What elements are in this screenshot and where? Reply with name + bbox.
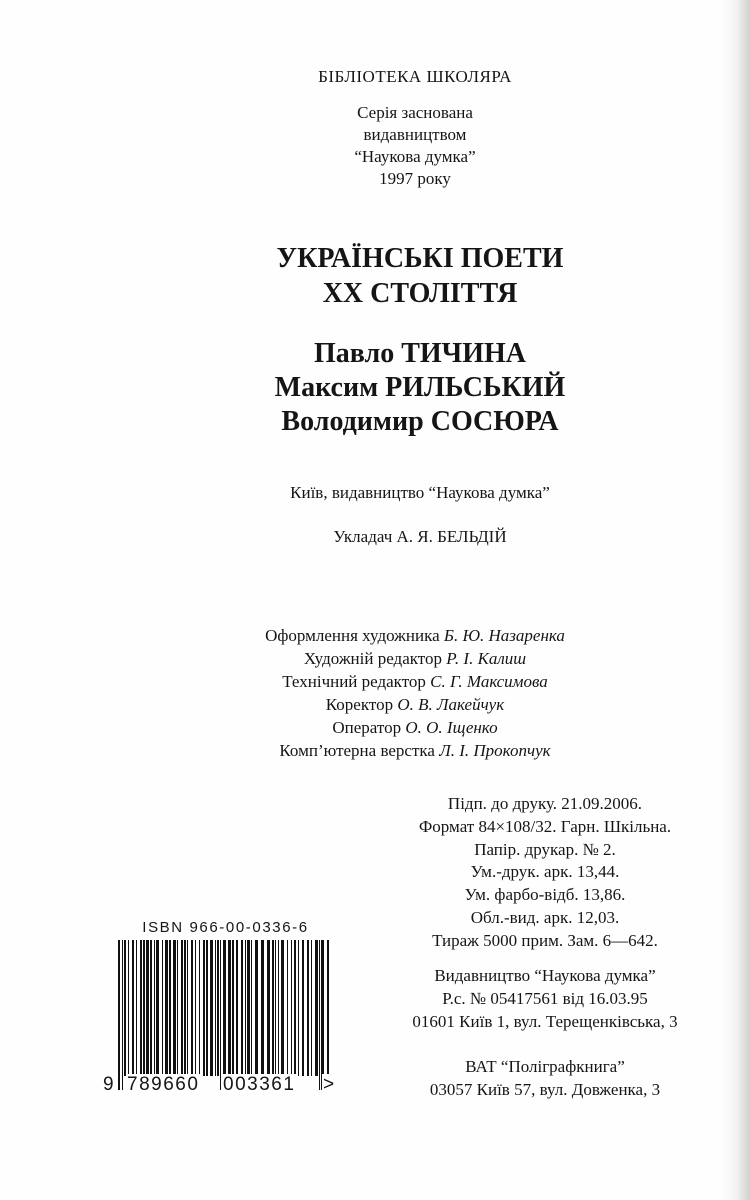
printer-info — [340, 1055, 750, 1101]
spec-line: Ум. фарбо-відб. 13,86. — [464, 885, 626, 905]
series-line-2: видавництвом — [363, 125, 467, 144]
barcode-bar — [319, 940, 320, 1090]
credit-role: Художній редактор — [303, 649, 442, 668]
barcode-bar — [241, 940, 243, 1076]
barcode-bar — [195, 940, 196, 1076]
barcode-bar — [156, 940, 159, 1076]
barcode-bar — [302, 940, 304, 1076]
barcode-bar — [281, 940, 284, 1076]
author-first-name: Максим — [274, 372, 379, 403]
title-line-2: XX СТОЛІТТЯ — [322, 278, 518, 309]
barcode-bar — [294, 940, 296, 1076]
barcode-bar — [118, 940, 120, 1090]
credit-name: О. О. Іщенко — [405, 718, 498, 737]
barcode-bar — [298, 940, 299, 1076]
author-last-name: СОСЮРА — [430, 406, 559, 437]
book-title — [180, 241, 660, 311]
barcode-bar — [150, 940, 152, 1076]
credit-role: Коректор — [325, 695, 394, 714]
barcode-bars — [114, 940, 334, 1095]
barcode-bar — [311, 940, 312, 1076]
barcode-bar — [278, 940, 279, 1076]
barcode-bar — [146, 940, 149, 1076]
printer-line: ВАТ “Поліграфкнига” — [465, 1057, 625, 1076]
barcode-bar — [220, 940, 221, 1090]
author-1 — [180, 337, 660, 371]
imprint-line: Київ, видавництво “Наукова думка” — [290, 483, 550, 502]
barcode-bar — [236, 940, 238, 1076]
spec-line: Підп. до друку. 21.09.2006. — [447, 794, 643, 813]
barcode-bar — [187, 940, 188, 1076]
barcode-bar — [215, 940, 216, 1076]
barcode-bar — [247, 940, 250, 1076]
barcode-bar — [251, 940, 252, 1076]
printer-line: 03057 Київ 57, вул. Довженка, 3 — [429, 1080, 661, 1099]
barcode-bar — [206, 940, 208, 1076]
barcode-bar — [267, 940, 270, 1076]
barcode-bar — [223, 940, 226, 1090]
barcode-digits — [100, 1074, 335, 1098]
barcode-bar — [173, 940, 176, 1076]
barcode-bar — [177, 940, 178, 1076]
credit-row — [150, 624, 680, 647]
barcode-bar — [245, 940, 246, 1076]
credit-name: Р. І. Калиш — [446, 649, 527, 668]
barcode-end-mark: > — [323, 1074, 335, 1095]
barcode-bar — [162, 940, 163, 1076]
barcode-bar — [143, 940, 145, 1076]
credit-role: Оператор — [332, 718, 402, 737]
barcode — [114, 940, 334, 1095]
barcode-bar — [255, 940, 258, 1076]
credit-row — [150, 670, 680, 693]
barcode-bar — [124, 940, 126, 1076]
author-last-name: РИЛЬСЬКИЙ — [385, 372, 566, 403]
barcode-bar — [203, 940, 205, 1076]
credit-name: С. Г. Максимова — [430, 672, 548, 691]
barcode-bar — [140, 940, 142, 1076]
barcode-bar — [210, 940, 213, 1076]
publisher-line: 01601 Київ 1, вул. Терещенківська, 3 — [412, 1012, 678, 1031]
author-last-name: ТИЧИНА — [401, 338, 527, 369]
credit-row — [150, 693, 680, 716]
barcode-digits-left: 789660 — [127, 1074, 200, 1095]
publisher-line: Видавництво “Наукова думка” — [434, 966, 656, 985]
credit-name: О. В. Лакейчук — [397, 695, 505, 714]
barcode-bar — [181, 940, 183, 1076]
compiler-line: Укладач А. Я. БЕЛЬДІЙ — [333, 527, 507, 546]
series-line-1: Серія заснована — [357, 103, 473, 122]
series-line-4: 1997 року — [379, 169, 451, 188]
barcode-bar — [287, 940, 288, 1076]
credits — [150, 624, 680, 762]
series-line-3: “Наукова думка” — [354, 147, 476, 166]
credit-row — [150, 716, 680, 739]
barcode-bar — [154, 940, 155, 1076]
barcode-bar — [232, 940, 234, 1076]
barcode-bar — [184, 940, 186, 1076]
barcode-bar — [132, 940, 134, 1076]
spec-line: Ум.-друк. арк. 13,44. — [470, 862, 620, 882]
credit-role: Технічний редактор — [282, 672, 426, 691]
barcode-bar — [275, 940, 276, 1076]
barcode-bar — [307, 940, 309, 1076]
spec-line: Формат 84×108/32. Гарн. Шкільна. — [418, 816, 672, 836]
barcode-bar — [272, 940, 274, 1076]
author-3 — [180, 405, 660, 439]
spec-line: Тираж 5000 прим. Зам. 6—642. — [432, 930, 658, 950]
spec-line: Папір. друкар. № 2. — [474, 839, 616, 859]
author-2 — [180, 371, 660, 405]
barcode-digit-first: 9 — [103, 1074, 114, 1095]
credit-role: Комп’ютерна верстка — [279, 741, 435, 760]
barcode-bar — [128, 940, 129, 1076]
barcode-bar — [136, 940, 137, 1076]
credit-role: Оформлення художника — [265, 626, 440, 645]
barcode-bar — [122, 940, 123, 1090]
barcode-bar — [199, 940, 200, 1076]
series-info — [250, 66, 580, 190]
barcode-bar — [261, 940, 264, 1076]
page-edge-shadow — [722, 0, 750, 1200]
credit-row — [150, 647, 680, 670]
authors-list — [180, 337, 660, 439]
barcode-bar — [291, 940, 292, 1076]
barcode-bar — [191, 940, 193, 1076]
credit-name: Б. Ю. Назаренка — [443, 626, 565, 645]
barcode-bar — [315, 940, 318, 1076]
barcode-bar — [228, 940, 231, 1076]
barcode-bar — [321, 940, 324, 1090]
print-specs — [340, 793, 750, 953]
credit-row — [150, 739, 680, 762]
spec-line: Обл.-вид. арк. 12,03. — [470, 907, 620, 927]
barcode-bar — [217, 940, 219, 1076]
isbn-label: ISBN 966-00-0336-6 — [142, 919, 309, 936]
barcode-bar — [327, 940, 329, 1090]
publisher-info — [340, 964, 750, 1033]
barcode-bar — [165, 940, 168, 1076]
barcode-bar — [169, 940, 171, 1076]
barcode-digits-right: 003361 — [223, 1074, 296, 1095]
library-name: БІБЛІОТЕКА ШКОЛЯРА — [318, 67, 512, 86]
credit-name: Л. І. Прокопчук — [439, 741, 551, 760]
author-first-name: Павло — [313, 338, 395, 369]
publisher-line: Р.с. № 05417561 від 16.03.95 — [442, 989, 648, 1008]
title-line-1: УКРАЇНСЬКІ ПОЕТИ — [276, 243, 564, 274]
author-first-name: Володимир — [281, 406, 424, 437]
